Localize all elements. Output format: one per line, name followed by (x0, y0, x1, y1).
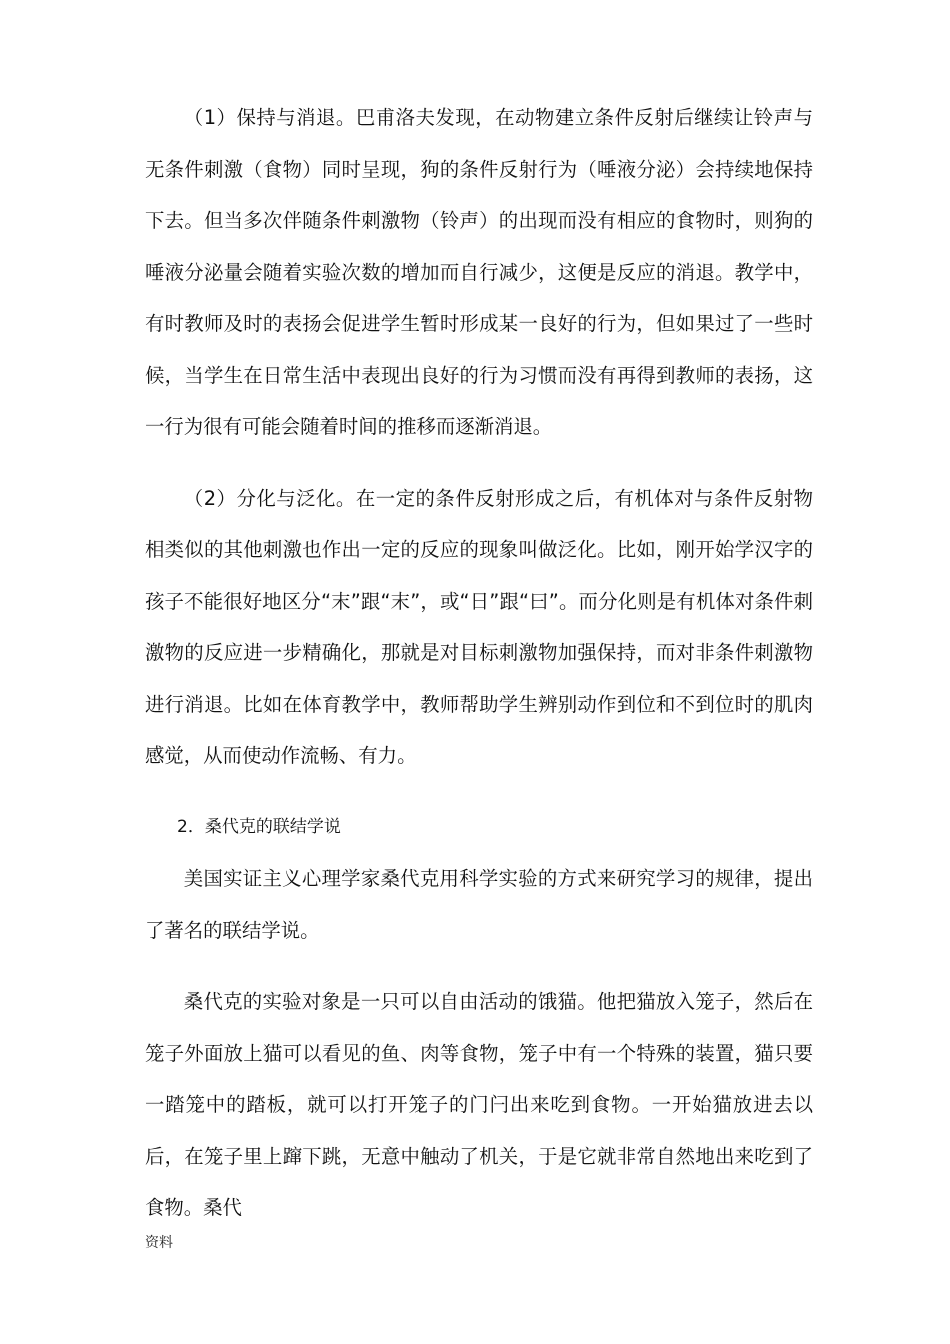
paragraph-retention-extinction: （1）保持与消退。巴甫洛夫发现，在动物建立条件反射后继续让铃声与无条件刺激（食物）同时呈现，狗的条件反射行为（唾液分泌）会持续地保持下去。但当多次伴随条件刺激物（铃声）的出现而没有相应的食物时，则狗的唾液分泌量会随着实验次数的增加而自行减少，这便是反应的消退。教学中，有时教师及时的表扬会促进学生暂时形成某一良好的行为，但如果过了一些时候，当学生在日常生活中表现出良好的行为习惯而没有再得到教师的表扬，这一行为很有可能会随着时间的推移而逐渐消退。 (145, 106, 813, 438)
paragraph-differentiation-generalization: （2）分化与泛化。在一定的条件反射形成之后，有机体对与条件反射物相类似的其他刺激也作出一定的反应的现象叫做泛化。比如，刚开始学汉字的孩子不能很好地区分“末”跟“末”，或“日”跟“曰”。而分化则是有机体对条件刺激物的反应进一步精确化，那就是对目标刺激物加强保持，而对非条件刺激物进行消退。比如在体育教学中，教师帮助学生辨别动作到位和不到位时的肌肉感觉，从而使动作流畅、有力。 (145, 486, 813, 767)
section-heading-thorndike: 2．桑代克的联结学说 (177, 816, 341, 837)
paragraph-thorndike-intro: 美国实证主义心理学家桑代克用科学实验的方式来研究学习的规律，提出了著名的联结学说。 (145, 867, 813, 942)
paragraph-thorndike-experiment: 桑代克的实验对象是一只可以自由活动的饿猫。他把猫放入笼子，然后在笼子外面放上猫可以看见的鱼、肉等食物，笼子中有一个特殊的装置，猫只要一踏笼中的踏板，就可以打开笼子的门闩出来吃到食物。一开始猫放进去以后，在笼子里上蹿下跳，无意中触动了机关，于是它就非常自然地出来吃到了食物。桑代 (145, 990, 813, 1219)
document-body (145, 92, 813, 1234)
page-footer-label: 资料 (145, 1235, 173, 1251)
